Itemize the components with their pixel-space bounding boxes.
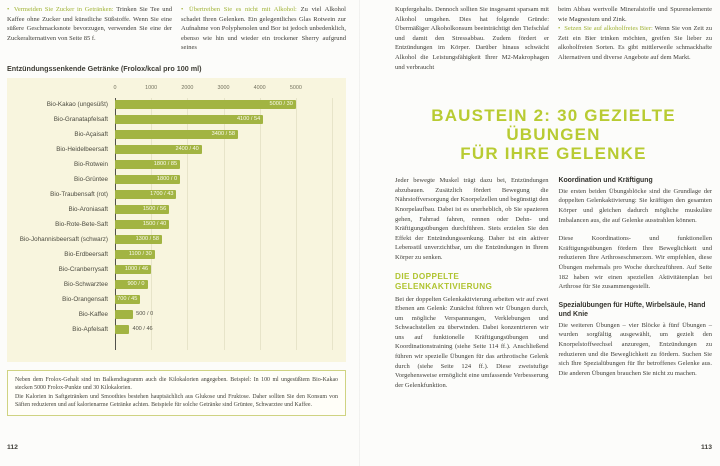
chart-bar-cell (115, 130, 332, 139)
right-top-col-2 (558, 5, 712, 72)
page-spine-divider (359, 0, 360, 466)
bar-value-label: 3400 / 58 (211, 131, 235, 138)
chart-category-label: Bio-Johannisbeersaft (schwarz) (19, 235, 108, 243)
chart-bar-cell (115, 205, 332, 214)
section-heading (395, 106, 712, 163)
chart-category-label: Bio-Rote-Bete-Saft (55, 220, 108, 228)
chart-category-label: Bio-Aroniasaft (68, 205, 108, 213)
paragraph: Jeder bewegte Muskel trägt dazu bei, Entzündungen abzubauen. Zusätzlich fördert Bewegung die Nährstoffversorgung der Knorpelzellen und begünstigt den Knorpelaufbau. Dabei ist es unerheblich, ob Sie spazieren gehen, Fahrrad fahren, rennen oder Dehn- und Kräftigungsübungen durchführen. Stets erzielen Sie den Effekt der Entzündungssenkung. Daher ist ein aktiver Lebensstil unverzichtbar, um die Entzündungen in Ihrem Körper zu senken. (395, 177, 549, 261)
page-number-left: 112 (7, 444, 18, 451)
chart-bar (115, 280, 148, 289)
right-body-col-1 (395, 176, 549, 390)
chart-bar (115, 325, 129, 334)
chart-bar (115, 175, 180, 184)
green-subheading: DIE DOPPELTE GELENKAKTIVIERUNG (395, 271, 493, 291)
chart-row (13, 277, 332, 292)
chart-category-label: Bio-Heidelbeersaft (56, 145, 108, 153)
chart-category-label: Bio-Grüntee (74, 175, 108, 183)
right-body-col-2 (559, 176, 713, 390)
bar-value-label: 700 / 45 (117, 296, 138, 303)
chart-bar (115, 310, 133, 319)
heading-line-1: BAUSTEIN 2: 30 GEZIELTE ÜBUNGEN (431, 106, 676, 145)
x-axis-tick-label: 0 (113, 84, 117, 91)
chart-bar (115, 265, 151, 274)
chart-bar (115, 235, 162, 244)
bold-subheading: Koordination und Kräftigung (558, 177, 653, 185)
bar-value-label: 1300 / 58 (135, 236, 160, 243)
bullet-paragraph (181, 5, 346, 53)
chart-row (13, 112, 332, 127)
chart-bar-cell (115, 145, 332, 154)
heading-line-2: FÜR IHRE GELENKE (460, 144, 647, 164)
chart-category-label: Bio-Cranberrysaft (58, 265, 108, 273)
bar-value-label: 1700 / 43 (150, 191, 174, 198)
bar-value-label: 1100 / 30 (128, 251, 152, 258)
bullet-icon: • (181, 6, 184, 13)
paragraph: Bei der doppelten Gelenkaktivierung arbeiten wir auf zwei Ebenen am Gelenk: Zunächst führen wir Übungen durch, um mögliche Verspannungen, Verklebungen und Schwachstellen zu überwinden. Dabei konzentrieren wir uns auf funktionelle Kräftigungsübungen und Koordinationstraining (siehe Seite 114 ff.). Anschließend führen wir spezielle Übungen für das arthrotische Gelenk durch (siehe Seite 124 ff.). Diese zweistufige Vorgehensweise ermöglicht eine umfassende Verbesserung der Gelenkfunktion. (395, 295, 549, 389)
chart-bar-cell (115, 190, 332, 199)
chart-row (13, 187, 332, 202)
right-top-columns (395, 5, 712, 72)
left-top-col-1 (7, 5, 172, 53)
chart-bar-cell (115, 160, 332, 169)
chart-bar-cell (115, 115, 332, 124)
chart-row (13, 217, 332, 232)
bar-value-label: 1800 / 85 (153, 161, 178, 168)
chart-row (13, 127, 332, 142)
chart-bar (115, 190, 176, 199)
x-axis-tick-label: 1000 (145, 84, 158, 91)
chart-bar-cell (115, 100, 332, 109)
chart-row (13, 157, 332, 172)
paragraph-spacer (559, 225, 713, 234)
x-axis-tick-label: 2000 (181, 84, 194, 91)
chart-category-label: Bio-Traubensaft (rot) (50, 190, 108, 198)
right-page (395, 5, 712, 390)
chart-category-label: Bio-Schwarztee (63, 280, 108, 288)
chart-row (13, 262, 332, 277)
bold-subheading: Spezialübungen für Hüfte, Wirbelsäule, Hand und Knie (558, 301, 706, 319)
bar-value-label: 5000 / 30 (269, 101, 293, 108)
chart-bar (115, 220, 169, 229)
bar-value-label: 900 / 0 (127, 281, 145, 288)
bar-value-label: 1000 / 46 (124, 266, 149, 273)
chart-footnote-box (7, 370, 346, 416)
chart-category-label: Bio-Orangensaft (62, 295, 108, 303)
chart-row (13, 97, 332, 112)
left-top-columns (7, 5, 346, 53)
right-body-columns (395, 176, 712, 390)
chart-row (13, 322, 332, 337)
chart-title: Entzündungssenkende Getränke (Frolox/kcal pro 100 ml) (7, 63, 202, 73)
chart-category-label: Bio-Kaffee (78, 310, 108, 318)
paragraph-text: Trinken Sie Tee und Kaffee ohne Zucker und künstliche Süßstoffe. Wenn Sie eine süßere Geschmacksnote bevorzugen, verwenden Sie eine der Zuckeralternativen von Seite 85 f. (7, 6, 173, 42)
frolox-bar-chart (7, 78, 346, 362)
paragraph-lead: Setzen Sie auf alkoholfreies Bier: (564, 25, 653, 33)
bullet-icon: • (558, 25, 561, 33)
page-number-right: 113 (701, 444, 712, 451)
chart-bar (115, 100, 296, 109)
chart-category-label: Bio-Erdbeersaft (64, 250, 108, 258)
chart-category-label: Bio-Açaisaft (74, 130, 108, 138)
chart-row (13, 292, 332, 307)
bar-value-label: 400 / 46 (132, 326, 153, 333)
chart-bar (115, 295, 140, 304)
paragraph: Kupfergehalts. Dennoch sollten Sie insgesamt sparsam mit Alkohol umgehen. Dies hat folgende Gründe: Übermäßiger Alkoholkonsum beeinträchtigt den Tiefschlaf und damit den Stressabbau. Zudem fördert er Entzündungen im Körper. Darüber hinaus schwächt Alkohol die Leistungsfähigkeit Ihrer M2-Makrophagen und verbraucht (395, 6, 549, 71)
chart-row (13, 307, 332, 322)
chart-x-axis-ticks (115, 84, 332, 97)
chart-bar-cell (115, 250, 332, 259)
chart-row (13, 142, 332, 157)
footnote-paragraph: Die Kalorien in Saftgetränken und Smoothies bestehen hauptsächlich aus Glukose und Fruktose. Daher sollten Sie den Konsum von Säften reduzieren und auf kalorienarme Getränke achten. Beispiele für solche Getränke sind Grüntee, Schwarztee und Kaffee. (15, 393, 338, 409)
bullet-paragraph (7, 5, 172, 43)
chart-row (13, 172, 332, 187)
paragraph-lead: Vermeiden Sie Zucker in Getränken: (13, 6, 114, 13)
chart-bar (115, 205, 169, 214)
chart-bar (115, 160, 180, 169)
bar-value-label: 4100 / 54 (236, 116, 261, 123)
paragraph-lead: Übertreiben Sie es nicht mit Alkohol: (189, 6, 297, 13)
paragraph-text: Zu viel Alkohol schadet Ihren Gelenken. Ein gelegentliches Glas Rotwein zur Aufnahme von Polyphenolen und Bor ist jedoch unbedenklich, ebenso wie hin und wieder ein trockener Sherry aufgrund seines (181, 6, 346, 52)
bar-value-label: 1500 / 40 (142, 221, 167, 228)
chart-category-label: Bio-Granatapfelsaft (53, 115, 108, 123)
chart-row (13, 247, 332, 262)
x-axis-tick-label: 4000 (253, 84, 266, 91)
chart-bar-cell (115, 175, 332, 184)
chart-bar (115, 115, 263, 124)
chart-category-label: Bio-Kakao (ungesüßt) (46, 100, 108, 108)
paragraph: beim Abbau wertvolle Mineralstoffe und Spurenelemente wie Magnesium und Zink. (558, 6, 712, 23)
chart-bar-cell (115, 265, 332, 274)
chart-bar-cell (115, 220, 332, 229)
chart-bar-cell (115, 280, 332, 289)
footnote-paragraph: Neben dem Frolox-Gehalt sind im Balkendiagramm auch die Kilokalorien angegeben. Beispiel: In 100 ml ungesüßtem Bio-Kakao stecken 5000 Frolox-Punkte und 30 Kilokalorien. (15, 376, 338, 392)
left-page (7, 5, 346, 416)
paragraph-text: Wenn Sie von Zeit zu Zeit ein Bier trinken möchten, greifen Sie lieber zu alkoholfreien Sorten. Es gibt mittlerweile schmackhafte Alternativen und diverse Angebote auf dem Markt. (558, 25, 712, 61)
right-top-col-1 (395, 5, 549, 72)
chart-category-label: Bio-Apfelsaft (72, 325, 108, 333)
chart-bar-cell (115, 295, 332, 304)
paragraph: Die ersten beiden Übungsblöcke sind die Grundlage der doppelten Gelenkaktivierung: Sie kräftigen den gesamten Körper und gleichen dadurch mögliche muskuläre Imbalancen aus, die auf Gelenke ausstrahlen können. (558, 187, 712, 224)
chart-bar-cell (115, 310, 332, 319)
chart-bar (115, 130, 238, 139)
bullet-paragraph (558, 24, 712, 62)
bar-value-label: 500 / 0 (136, 311, 154, 318)
chart-bar (115, 145, 202, 154)
x-axis-tick-label: 3000 (217, 84, 230, 91)
chart-gridline (332, 98, 333, 350)
chart-category-label: Bio-Rotwein (74, 160, 108, 168)
chart-bar-cell (115, 325, 332, 334)
bullet-icon: • (7, 6, 10, 13)
chart-bar (115, 250, 155, 259)
bar-value-label: 1800 / 0 (156, 176, 178, 183)
chart-row (13, 232, 332, 247)
x-axis-tick-label: 5000 (289, 84, 302, 91)
chart-rows (13, 97, 332, 337)
paragraph: Die weiteren Übungen – vier Blöcke à fünf Übungen – wurden sorgfältig ausgewählt, um gezielt den Knorpelstoffwechsel anzuregen, Entzündungen zu reduzieren und die Beweglichkeit zu fördern. Suchen Sie sich Ihre Spezialübungen für Ihr betroffenes Gelenke aus. Die anderen Übungen brauchen Sie nicht zu machen. (558, 321, 712, 377)
paragraph: Diese Koordinations- und funktionellen Kräftigungsübungen fördern Ihre Beweglichkeit und reduzieren Ihre Arthroseschmerzen. Wir empfehlen, diese Übungen mehrmals pro Woche durchzuführen. Auf Seite 182 haben wir einen speziellen Aktivitätenplan bei Arthrose für Sie zusammengestellt. (558, 235, 712, 291)
chart-row (13, 202, 332, 217)
bar-value-label: 2400 / 40 (175, 146, 199, 153)
chart-bar-cell (115, 235, 332, 244)
bar-value-label: 1500 / 56 (142, 206, 167, 213)
left-top-col-2 (181, 5, 346, 53)
